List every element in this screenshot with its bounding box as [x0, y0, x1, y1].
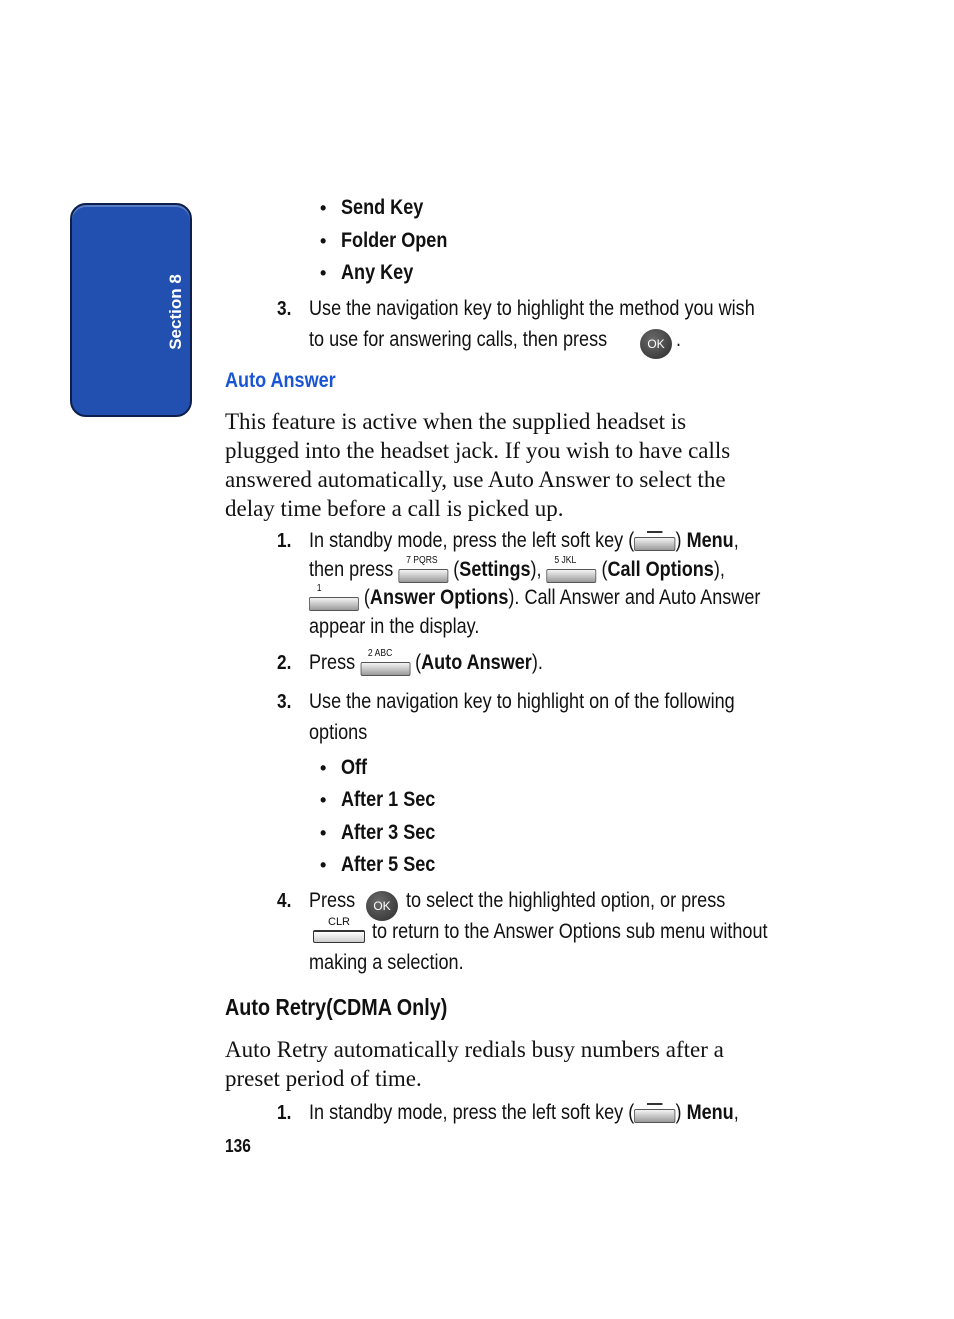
step-text: to return to the Answer Options sub menu without — [372, 920, 768, 943]
clr-key-icon: CLR — [313, 930, 365, 943]
step-number: 3. — [277, 691, 292, 713]
step-text: options — [309, 721, 368, 744]
left-soft-key-icon — [634, 537, 675, 551]
bullet-icon: • — [320, 231, 327, 251]
ok-key-icon: OK — [366, 891, 398, 921]
section-heading: Auto Answer — [225, 369, 336, 392]
step-text: making a selection. — [309, 951, 464, 974]
step-text: Use the navigation key to highlight on of the following — [309, 690, 735, 713]
punct: . — [676, 328, 682, 351]
step-text: In standby mode, press the left soft key ( ) Menu, — [309, 1101, 739, 1124]
step-number: 2. — [277, 652, 292, 674]
body-paragraph: This feature is active when the supplied headset is plugged into the headset jack. If you wish to have calls answered automatically, use Auto Answer to select the delay time before a call is picked up. — [225, 409, 731, 521]
step-number: 1. — [277, 530, 292, 552]
left-soft-key-icon — [634, 1109, 675, 1123]
key-1-icon: 1 — [309, 597, 359, 611]
step-number: 1. — [277, 1102, 292, 1124]
step-number: 4. — [277, 890, 292, 912]
key-2-icon: 2 ABC — [360, 662, 410, 676]
page-number: 136 — [225, 1136, 251, 1156]
section-heading: Auto Retry(CDMA Only) — [225, 994, 448, 1020]
bullet-icon: • — [320, 855, 327, 875]
key-7-icon: 7 PQRS — [398, 569, 448, 583]
list-item: Send Key — [341, 196, 424, 219]
list-item: Folder Open — [341, 229, 448, 252]
step-text: Press 2 ABC (Auto Answer). — [309, 651, 543, 675]
bullet-icon: • — [320, 790, 327, 810]
step-text: then press 7 PQRS (Settings), 5 JKL (Call Options), — [309, 558, 725, 582]
list-item: After 1 Sec — [341, 788, 436, 811]
list-item: After 5 Sec — [341, 853, 436, 876]
step-text: to select the highlighted option, or press — [406, 889, 726, 912]
key-5-icon: 5 JKL — [547, 569, 597, 583]
list-item: Any Key — [341, 261, 414, 284]
list-item: After 3 Sec — [341, 821, 436, 844]
body-paragraph: Auto Retry automatically redials busy numbers after a preset period of time. — [225, 1037, 724, 1091]
ok-key-icon: OK — [640, 329, 672, 359]
section-label: Section 8 — [166, 274, 185, 350]
list-item: Off — [341, 756, 368, 779]
step-text: In standby mode, press the left soft key ( ) Menu, — [309, 529, 739, 552]
step-number: 3. — [277, 298, 292, 320]
bullet-icon: • — [320, 263, 327, 283]
step-text: Use the navigation key to highlight the method you wish — [309, 297, 755, 320]
step-text: 1 (Answer Options). Call Answer and Auto Answer — [309, 586, 760, 610]
step-text: to use for answering calls, then press — [309, 328, 608, 351]
bullet-icon: • — [320, 198, 327, 218]
step-text: Press — [309, 889, 356, 912]
step-text: appear in the display. — [309, 615, 480, 638]
bullet-icon: • — [320, 823, 327, 843]
bullet-icon: • — [320, 758, 327, 778]
